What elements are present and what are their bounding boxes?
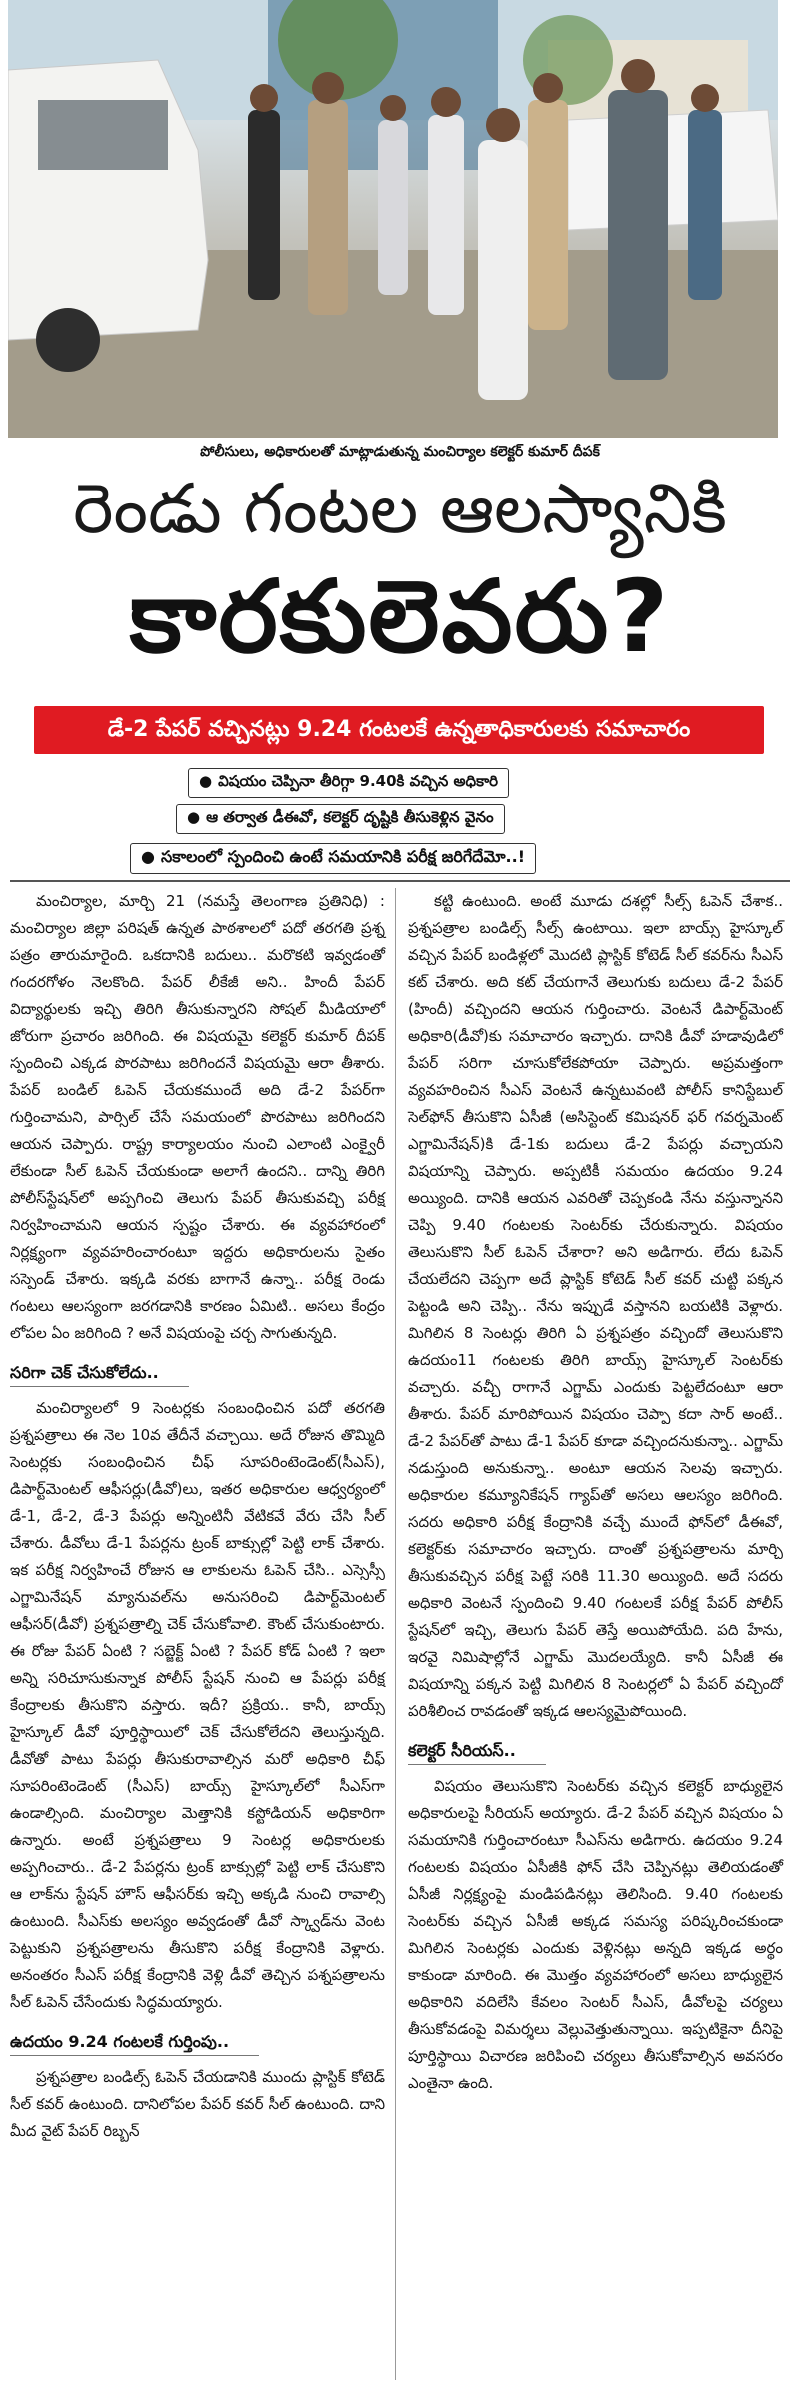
article-subheading: కలెక్టర్ సీరియస్.. [408,1737,546,1765]
article-paragraph: విషయం తెలుసుకొని సెంటర్‌కు వచ్చిన కలెక్టర్ బాధ్యులైన అధికారులపై సీరియస్ అయ్యారు. డే-2 పేపర్ వచ్చిన విషయం ఏ సమయానికి గుర్తించారంటూ సీఎస్‌ను అడిగారు. ఉదయం 9.24 గంటలకు విషయం ఏసీజీకి ఫోన్ చేసి చెప్పినట్లు తెలియడంతో ఏసీజీ నిర్లక్ష్యంపై మండిపడినట్లు తెలిసింది. 9.40 గంటలకు సెంటర్‌కు వచ్చిన ఏసీజీ అక్కడ సమస్య పరిష్కరించకుండా మిగిలిన సెంటర్లకు ఎందుకు వెళ్లినట్లు అన్నది ఇక్కడ అర్థం కాకుండా మారింది. ఈ మొత్తం వ్యవహారంలో అసలు బాధ్యులైన అధికారిని వదిలేసి కేవలం సెంటర్ సీఎస్, డీవోలపై చర్యలు తీసుకోవడంపై విమర్శలు వెల్లువెత్తుతున్నాయి. ఇప్పటికైనా దీనిపై పూర్తిస్థాయి విచారణ జరిపించి చర్యలు తీసుకోవాల్సిన అవసరం ఎంతైనా ఉంది. [408,1777,783,2092]
headline-line-1: రెండు గంటల ఆలస్యానికి [73,470,727,549]
article-paragraph: కట్టి ఉంటుంది. అంటే మూడు దశల్లో సీల్స్ ఓపెన్ చేశాక.. ప్రశ్నపత్రాల బండిల్స్ సీల్స్ ఉంటాయి. ఇలా బాయ్స్ హైస్కూల్ వచ్చిన పేపర్ బండిళ్లలో మొదటి ప్లాస్టిక్ కోటెడ్ సీల్ కవర్‌ను సీఎస్ కట్ చేశారు. అది కట్ చేయగానే తెలుగుకు బదులు డే-2 పేపర్ (హిందీ) వచ్చిందని ఆయన గుర్తించారు. వెంటనే డిపార్ట్‌మెంట్ అధికారి(డీవో)కు సమాచారం ఇచ్చారు. దానికి డీవో హడావుడిలో పేపర్ సరిగా చూసుకోలేకపోయా చెప్పారు. అప్రమత్తంగా వ్యవహరించిన సీఎస్ వెంటనే ఉన్నటువంటి పోలీస్ కానిస్టేబుల్ సెల్‌ఫోన్ తీసుకొని ఏసీజీ (అసిస్టెంట్ కమిషనర్ ఫర్ గవర్నమెంట్ ఎగ్జామినేషన్)కి డే-1కు బదులు డే-2 పేపర్లు వచ్చాయని విషయాన్ని చెప్పారు. అప్పటికీ సమయం ఉదయం 9.24 అయ్యింది. దానికి ఆయన ఎవరితో చెప్పకండి నేను వస్తున్నానని చెప్పి 9.40 గంటలకు సెంటర్‌కు చేరుకున్నారు. విషయం తెలుసుకొని సీల్ ఓపెన్ చేశారా? అని అడిగారు. లేదు ఓపెన్ చేయలేదని చెప్పగా అదే ప్లాస్టిక్ కోటెడ్ సీల్ కవర్ చుట్టి పక్కన పెట్టండి అని చెప్పి.. నేను ఇప్పుడే వస్తానని బయటికి వెళ్లారు. మిగిలిన 8 సెంటర్లు తిరిగి ఏ ప్రశ్నపత్రం వచ్చిందో తెలుసుకొని ఉదయం11 గంటలకు తిరిగి బాయ్స్ హైస్కూల్ సెంటర్‌కు వచ్చారు. వచ్చీ రాగానే ఎగ్జామ్ ఎందుకు పెట్టలేదంటూ ఆరా తీశారు. పేపర్ మారిపోయిన విషయం చెప్పా కదా సార్ అంటే.. డే-2 పేపర్‌తో పాటు డే-1 పేపర్ కూడా వచ్చిందనుకున్నా.. ఎగ్జామ్ నడుస్తుంది అనుకున్నా.. అంటూ ఆయన సెలవు ఇచ్చారు. అధికారుల కమ్యూనికేషన్ గ్యాప్‌తో అసలు ఆలస్యం జరిగింది. సదరు అధికారి పరీక్ష కేంద్రానికి వచ్చే ముందే ఫోన్‌లో డీఈవో, కలెక్టర్‌కు సమాచారం ఇచ్చారు. దాంతో ప్రశ్నపత్రాలను మార్చి తీసుకువచ్చిన పరీక్ష పెట్టే సరికి 11.30 అయ్యింది. అదే సదరు అధికారి వెంటనే స్పందించి 9.40 గంటలకే పరీక్ష పేపర్ పోలీస్ స్టేషన్‌లో ఇచ్చి, తెలుగు పేపర్ తెస్తే అయిపోయేది. పది హేను, ఇరవై నిమిషాల్లోనే ఎగ్జామ్ మొదలయ్యేది. కానీ ఏసీజీ ఈ విషయాన్ని పక్కన పెట్టి మిగిలిన 8 సెంటర్లలో ఏ పేపర్ వచ్చిందో పరిశీలించ రావడంతో ఇక్కడ ఆలస్యమైపోయింది. [408,892,783,1720]
article-paragraph: మంచిర్యాల, మార్చి 21 (నమస్తే తెలంగాణ ప్రతినిధి) : మంచిర్యాల జిల్లా పరిషత్ ఉన్నత పాఠశాలలో పదో తరగతి ప్రశ్న పత్రం తారుమారైంది. ఒకదానికి బదులు.. మరొకటి ఇవ్వడంతో గందరగోళం నెలకొంది. పేపర్ లీకేజీ అని.. హిందీ పేపర్ విద్యార్థులకు ఇచ్చి తిరిగి తీసుకున్నారని సోషల్ మీడియాలో జోరుగా ప్రచారం జరిగింది. ఈ విషయమై కలెక్టర్ కుమార్ దీపక్ స్పందించి ఎక్కడ పొరపాటు జరిగిందనే విషయమై ఆరా తీశారు. పేపర్ బండిల్ ఓపెన్ చేయకముందే అది డే-2 పేపర్‌గా గుర్తించామని, పార్సిల్ చేసే సమయంలో పొరపాటు జరిగిందని ఆయన చెప్పారు. రాష్ట్ర కార్యాలయం నుంచి ఎలాంటి ఎంక్వైరీ లేకుండా సీల్ ఓపెన్ చేయకుండా అలాగే ఉందని.. దాన్ని తిరిగి పోలీస్‌స్టేషన్‌లో అప్పగించి తెలుగు పేపర్ తీసుకువచ్చి పరీక్ష నిర్వహించామని ఆయన స్పష్టం చేశారు. ఈ వ్యవహారంలో నిర్లక్ష్యంగా వ్యవహరించారంటూ ఇద్దరు అధికారులను సైతం సస్పెండ్ చేశారు. ఇక్కడి వరకు బాగానే ఉన్నా.. పరీక్ష రెండు గంటలు ఆలస్యంగా జరగడానికి కారణం ఏమిటి.. అసలు కేంద్రం లోపల ఏం జరిగింది ? అనే విషయంపై చర్చ సాగుతున్నది. [10,892,385,1342]
photo-scene [8,0,778,438]
highlight-text: సకాలంలో స్పందించి ఉంటే సమయానికి పరీక్ష జరిగేదేమో..! [160,847,525,866]
bullet-icon: ● [141,847,155,866]
article-subheading: సరిగా చెక్ చేసుకోలేదు.. [10,1359,189,1387]
highlight-text: ఆ తర్వాత డీఈవో, కలెక్టర్ దృష్టికి తీసుకెళ్లిన వైనం [206,808,494,826]
highlight-bullet-2 [176,804,505,834]
highlight-bullet-3 [130,843,536,874]
news-photo [8,0,778,438]
subheadline-banner: డే-2 పేపర్ వచ్చినట్లు 9.24 గంటలకే ఉన్నతాధికారులకు సమాచారం [34,706,764,754]
article-column-right [408,888,783,2103]
article-paragraph: ప్రశ్నపత్రాల బండిల్స్ ఓపెన్ చేయడానికి ముందు ప్లాస్టిక్ కోటెడ్ సీల్ కవర్ ఉంటుంది. దానిలోపల పేపర్ కవర్ సీల్ ఉంటుంది. దాని మీద వైట్ పేపర్ రిబ్బన్ [10,2068,385,2140]
photo-caption: పోలీసులు, అధికారులతో మాట్లాడుతున్న మంచిర్యాల కలెక్టర్ కుమార్ దీపక్ [200,444,600,460]
bullet-icon: ● [199,772,213,790]
article-subheading: ఉదయం 9.24 గంటలకే గుర్తింపు.. [10,2028,259,2056]
headline-line-2: కారకులెవరు? [129,558,671,675]
article-paragraph: మంచిర్యాలలో 9 సెంటర్లకు సంబంధించిన పదో తరగతి ప్రశ్నపత్రాలు ఈ నెల 10వ తేదీనే వచ్చాయి. అదే రోజున తొమ్మిది సెంటర్లకు సంబంధించిన చీఫ్ సూపరింటెండెంట్(సీఎస్), డిపార్ట్‌మెంటల్ ఆఫీసర్లు(డీవో)లు, ఇతర అధికారుల ఆధ్వర్యంలో డే-1, డే-2, డే-3 పేపర్లు అన్నింటినీ వేటికవే వేరు చేసి సీల్ చేశారు. డీవోలు డే-1 పేపర్లను ట్రంక్ బాక్సుల్లో పెట్టి లాక్ చేశారు. ఇక పరీక్ష నిర్వహించే రోజున ఆ లాకులను ఓపెన్ చేసి.. ఎస్సెస్సీ ఎగ్జామినేషన్ మ్యానువల్‌ను అనుసరించి డిపార్ట్‌మెంటల్ ఆఫీసర్(డీవో) ప్రశ్నపత్రాల్ని చెక్ చేసుకోవాలి. కౌంట్ చేసుకుంటారు. ఈ రోజు పేపర్ ఏంటి ? సబ్జెక్ట్ ఏంటి ? పేపర్ కోడ్ ఏంటి ? ఇలా అన్ని సరిచూసుకున్నాక పోలీస్ స్టేషన్ నుంచి ఆ పేపర్లు పరీక్ష కేంద్రాలకు తీసుకొని వస్తారు. ఇదీ? ప్రక్రియ.. కానీ, బాయ్స్ హైస్కూల్ డీవో పూర్తిస్థాయిలో చెక్ చేసుకోలేదని తెలుస్తున్నది. డీవోతో పాటు పేపర్లు తీసుకురావాల్సిన మరో అధికారి చీఫ్ సూపరింటెండెంట్ (సీఎస్) బాయ్స్ హైస్కూల్‌లో సీఎస్‌గా ఉండాల్సింది. మంచిర్యాల మెత్తానికి కస్టోడియన్ అధికారిగా ఉన్నారు. అంటే ప్రశ్నపత్రాలు 9 సెంటర్ల అధికారులకు అప్పగించారు.. డే-2 పేపర్లను ట్రంక్ బాక్సుల్లో పెట్టి లాక్ చేసుకొని ఆ లాక్‌ను స్టేషన్ హౌస్ ఆఫీసర్‌కు ఇచ్చి అక్కడి నుంచి రావాల్సి ఉంటుంది. సీఎస్‌కు అలస్యం అవ్వడంతో డీవో స్క్వాడ్‌ను వెంట పెట్టుకుని ప్రశ్నపత్రాలను తీసుకొని పరీక్ష కేంద్రానికి వెళ్లారు. అనంతరం సీఎస్ పరీక్ష కేంద్రానికి వెళ్లి డీవో తెచ్చిన పశ్నపత్రాలను సీల్ ఓపెన్ చేసేందుకు సిద్ధమయ్యారు. [10,1399,385,2011]
highlight-text: విషయం చెప్పినా తీరిగ్గా 9.40కి వచ్చిన అధికారి [218,772,499,790]
highlight-bullet-1 [188,768,509,798]
section-divider [10,880,790,882]
bullet-icon: ● [187,808,201,826]
article-column-left [10,888,396,2380]
